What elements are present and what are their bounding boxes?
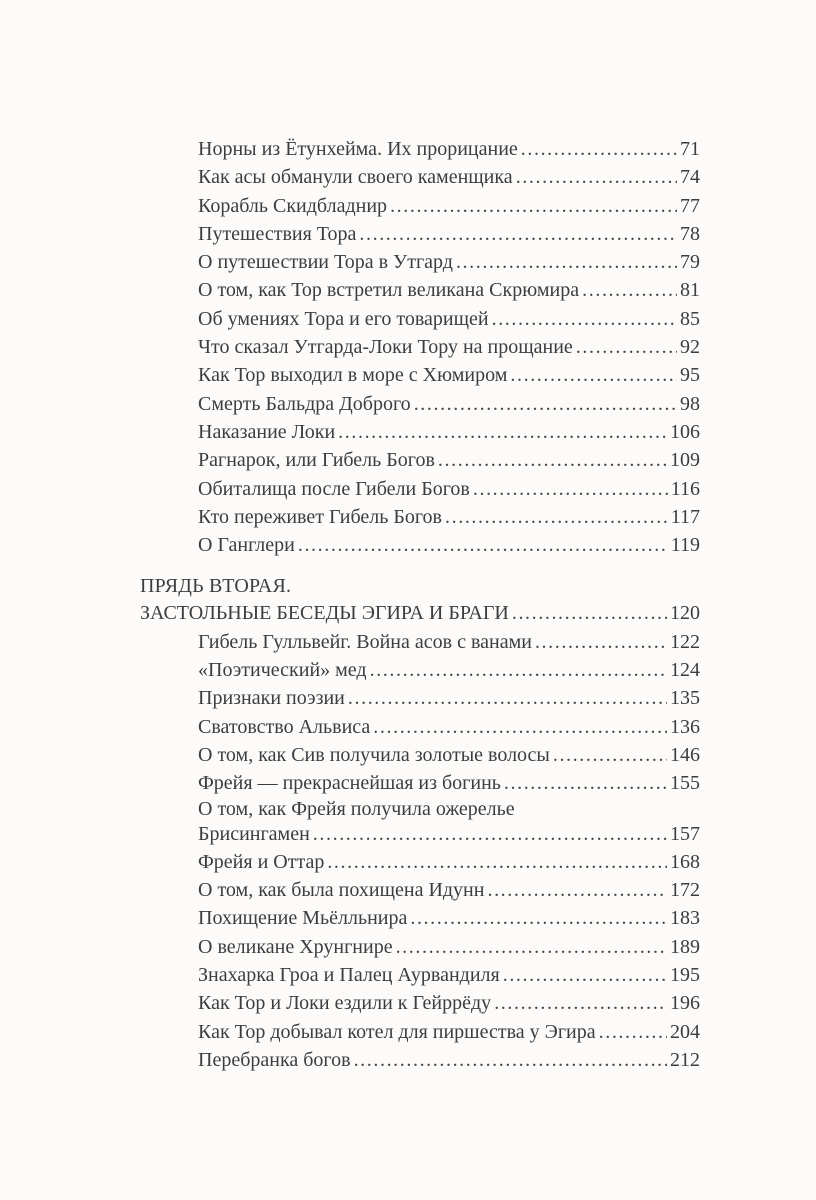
dot-leader (327, 848, 667, 876)
dot-leader (599, 1018, 667, 1046)
page-number: 109 (670, 449, 700, 472)
page-number: 168 (670, 850, 700, 873)
entry-title: Как Тор выходил в море с Хюмиром (198, 364, 508, 387)
entry-title: Брисингамен (198, 822, 310, 845)
toc-entry (198, 475, 700, 503)
toc-row (198, 390, 700, 418)
toc-row (198, 904, 700, 932)
toc-entry (198, 390, 700, 418)
entry-title: Перебранка богов (198, 1048, 351, 1071)
page-number: 79 (680, 251, 700, 274)
entry-title: Рагнарок, или Гибель Богов (198, 449, 435, 472)
toc-row (198, 713, 700, 741)
dot-leader (582, 276, 677, 304)
toc-row (198, 848, 700, 876)
toc-entry (198, 531, 700, 559)
page-number: 77 (680, 194, 700, 217)
entry-title: Путешествия Тора (198, 222, 357, 245)
dot-leader (553, 741, 667, 769)
toc-entry (198, 361, 700, 389)
toc-row (198, 418, 700, 446)
page-number: 155 (670, 772, 700, 795)
entry-title: Обиталища после Гибели Богов (198, 477, 470, 500)
page-number: 212 (670, 1048, 700, 1071)
entry-title-wrap-line: О том, как Фрейя получила ожерелье (198, 797, 515, 820)
dot-leader (370, 656, 667, 684)
dot-leader (414, 390, 677, 418)
entry-title: Об умениях Тора и его товарищей (198, 307, 489, 330)
toc-row (198, 248, 700, 276)
dot-leader (503, 961, 667, 989)
page-number: 116 (670, 477, 700, 500)
entry-title: Как Тор и Локи ездили к Гейррёду (198, 992, 492, 1015)
dot-leader (354, 1046, 667, 1074)
page-number: 81 (680, 279, 700, 302)
page-number: 106 (670, 420, 700, 443)
entry-title: О том, как Сив получила золотые волосы (198, 743, 550, 766)
toc-row (198, 656, 700, 684)
toc-row (198, 876, 700, 904)
page-number: 92 (680, 336, 700, 359)
page-number: 136 (670, 715, 700, 738)
toc-entry (198, 848, 700, 876)
dot-leader (494, 989, 667, 1017)
page-number: 78 (680, 222, 700, 245)
entry-title: Фрейя — прекраснейшая из богинь (198, 772, 501, 795)
page-number: 172 (670, 879, 700, 902)
toc-entry (198, 135, 700, 163)
toc-entry (198, 192, 700, 220)
toc-entry (198, 333, 700, 361)
toc-row (140, 599, 700, 627)
toc-entry (198, 163, 700, 191)
toc-row (198, 1046, 700, 1074)
toc-entry (198, 628, 700, 656)
dot-leader (445, 503, 668, 531)
toc-row (198, 361, 700, 389)
toc-row (198, 276, 700, 304)
toc-row (198, 769, 700, 797)
dot-leader (348, 684, 667, 712)
toc-entry (198, 503, 700, 531)
entry-title: О том, как Тор встретил великана Скрюмира (198, 279, 580, 302)
page-number: 117 (670, 505, 700, 528)
page-number: 204 (670, 1020, 700, 1043)
entry-title: Что сказал Утгарда-Локи Тору на прощание (198, 336, 573, 359)
dot-leader (373, 713, 667, 741)
dot-leader (438, 446, 667, 474)
entry-title: О великане Хрунгнире (198, 935, 393, 958)
dot-leader (390, 192, 677, 220)
page-number: 85 (680, 307, 700, 330)
table-of-contents (140, 135, 700, 1074)
entry-title: Похищение Мьёлльнира (198, 907, 408, 930)
page-number: 135 (670, 687, 700, 710)
toc-row (198, 503, 700, 531)
entry-title: Норны из Ётунхейма. Их прорицание (198, 138, 518, 160)
toc-row (198, 531, 700, 559)
toc-entry (198, 961, 700, 989)
toc-row (198, 135, 700, 163)
dot-leader (504, 769, 667, 797)
toc-entry (198, 418, 700, 446)
section-heading-line: ПРЯДЬ ВТОРАЯ. (140, 575, 292, 598)
toc-entry (198, 220, 700, 248)
toc-row (198, 475, 700, 503)
toc-entry (198, 876, 700, 904)
toc-row (198, 989, 700, 1017)
page-number: 183 (670, 907, 700, 930)
entry-title: «Поэтический» мед (198, 659, 367, 682)
page-number: 122 (670, 630, 700, 653)
entry-title: ЗАСТОЛЬНЫЕ БЕСЕДЫ ЭГИРА И БРАГИ (140, 602, 509, 625)
entry-title: Как Тор добывал котел для пиршества у Эгира (198, 1020, 596, 1043)
section-heading (140, 574, 700, 627)
page-number: 146 (670, 743, 700, 766)
toc-entry (198, 798, 700, 848)
toc-row (198, 741, 700, 769)
toc-row (198, 163, 700, 191)
toc-row (198, 446, 700, 474)
toc-row (198, 628, 700, 656)
toc-entry (198, 741, 700, 769)
entry-title: О путешествии Тора в Утгард (198, 251, 453, 274)
dot-leader (487, 876, 667, 904)
toc-entry (198, 769, 700, 797)
page-number: 95 (680, 364, 700, 387)
toc-row (198, 684, 700, 712)
dot-leader (512, 599, 667, 627)
toc-entry (198, 248, 700, 276)
toc-entry (198, 904, 700, 932)
dot-leader (298, 531, 668, 559)
toc-entry (198, 446, 700, 474)
dot-leader (521, 135, 677, 163)
entry-title: Знахарка Гроа и Палец Аурвандиля (198, 964, 500, 987)
entry-title: Наказание Локи (198, 420, 336, 443)
toc-row (198, 961, 700, 989)
toc-row (198, 933, 700, 961)
toc-entry (198, 1018, 700, 1046)
dot-leader (359, 220, 677, 248)
dot-leader (492, 305, 677, 333)
dot-leader (313, 820, 667, 848)
page-number: 119 (670, 534, 700, 557)
entry-title: Смерть Бальдра Доброго (198, 392, 411, 415)
toc-row (198, 333, 700, 361)
page-number: 120 (670, 602, 700, 625)
page-number: 196 (670, 992, 700, 1015)
dot-leader (456, 248, 677, 276)
toc-row (198, 1018, 700, 1046)
toc-row (198, 220, 700, 248)
page-number: 98 (680, 392, 700, 415)
toc-section (140, 135, 700, 559)
dot-leader (396, 933, 667, 961)
dot-leader (338, 418, 667, 446)
dot-leader (473, 475, 668, 503)
entry-title: Корабль Скидбладнир (198, 194, 388, 217)
dot-leader (535, 628, 667, 656)
entry-title: О том, как была похищена Идунн (198, 879, 485, 902)
toc-section (140, 574, 700, 1074)
toc-entry (198, 989, 700, 1017)
entry-title: Фрейя и Оттар (198, 850, 325, 873)
toc-entry (198, 305, 700, 333)
entry-title: Признаки поэзии (198, 687, 345, 710)
dot-leader (576, 333, 677, 361)
page-number: 189 (670, 935, 700, 958)
entry-title: Сватовство Альвиса (198, 715, 371, 738)
entry-title: Гибель Гулльвейг. Война асов с ванами (198, 630, 532, 653)
toc-entry (198, 713, 700, 741)
page-number: 195 (670, 964, 700, 987)
dot-leader (410, 904, 667, 932)
entry-title: О Ганглери (198, 534, 295, 557)
page-number: 157 (670, 822, 700, 845)
toc-row (198, 192, 700, 220)
toc-row (198, 820, 700, 848)
page-number: 124 (670, 659, 700, 682)
toc-entry (198, 1046, 700, 1074)
toc-entry (198, 933, 700, 961)
page-number: 71 (680, 138, 700, 160)
entry-title: Как асы обманули своего каменщика (198, 166, 513, 189)
dot-leader (510, 361, 677, 389)
dot-leader (516, 163, 677, 191)
entry-title: Кто переживет Гибель Богов (198, 505, 443, 528)
toc-entry (198, 656, 700, 684)
page-number: 74 (680, 166, 700, 189)
toc-entry (198, 684, 700, 712)
toc-row (198, 305, 700, 333)
toc-entry (198, 276, 700, 304)
